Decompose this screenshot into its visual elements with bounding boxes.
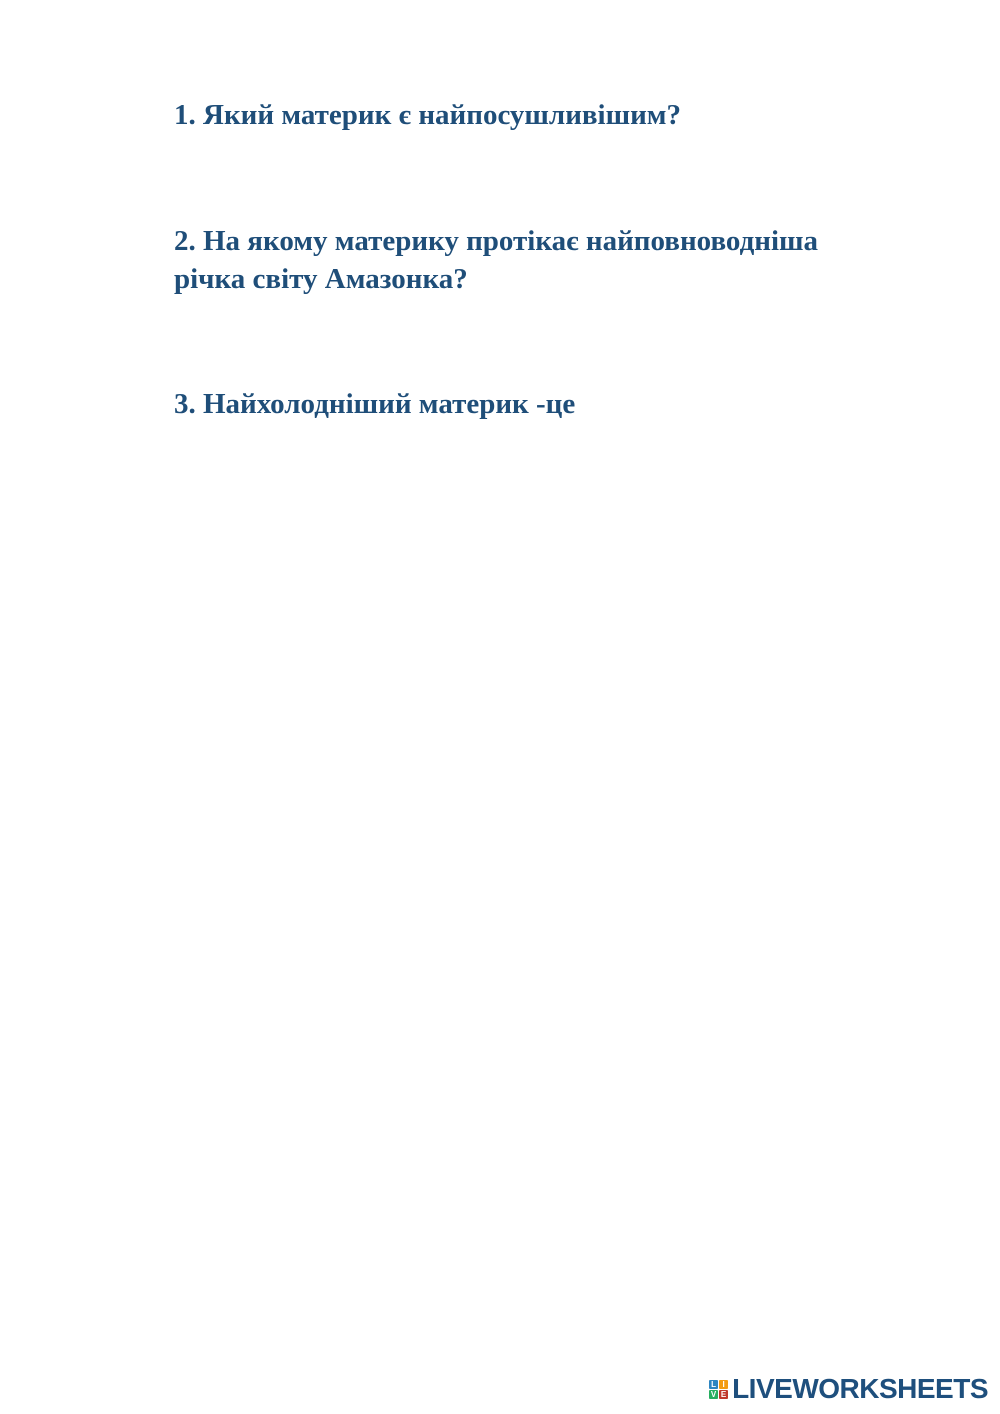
question-1-text: 1. Який материк є найпосушливішим? <box>174 99 682 131</box>
liveworksheets-logo <box>709 1374 988 1404</box>
logo-mark-icon <box>709 1380 728 1399</box>
question-2-text-line-1: 2. На якому материку протікає найповноводніша <box>174 225 818 257</box>
logo-letter-e: E <box>720 1389 727 1399</box>
logo-text: LIVEWORKSHEETS <box>732 1373 988 1404</box>
question-3-text: 3. Найхолодніший материк -це <box>174 388 576 420</box>
logo-letter-l: L <box>709 1380 718 1389</box>
question-1 <box>174 96 681 134</box>
logo-letter-i: I <box>719 1380 728 1389</box>
question-3 <box>174 385 575 423</box>
question-2-text-line-2: річка світу Амазонка? <box>174 263 468 295</box>
question-2 <box>174 222 818 298</box>
logo-letter-v: V <box>710 1389 717 1399</box>
